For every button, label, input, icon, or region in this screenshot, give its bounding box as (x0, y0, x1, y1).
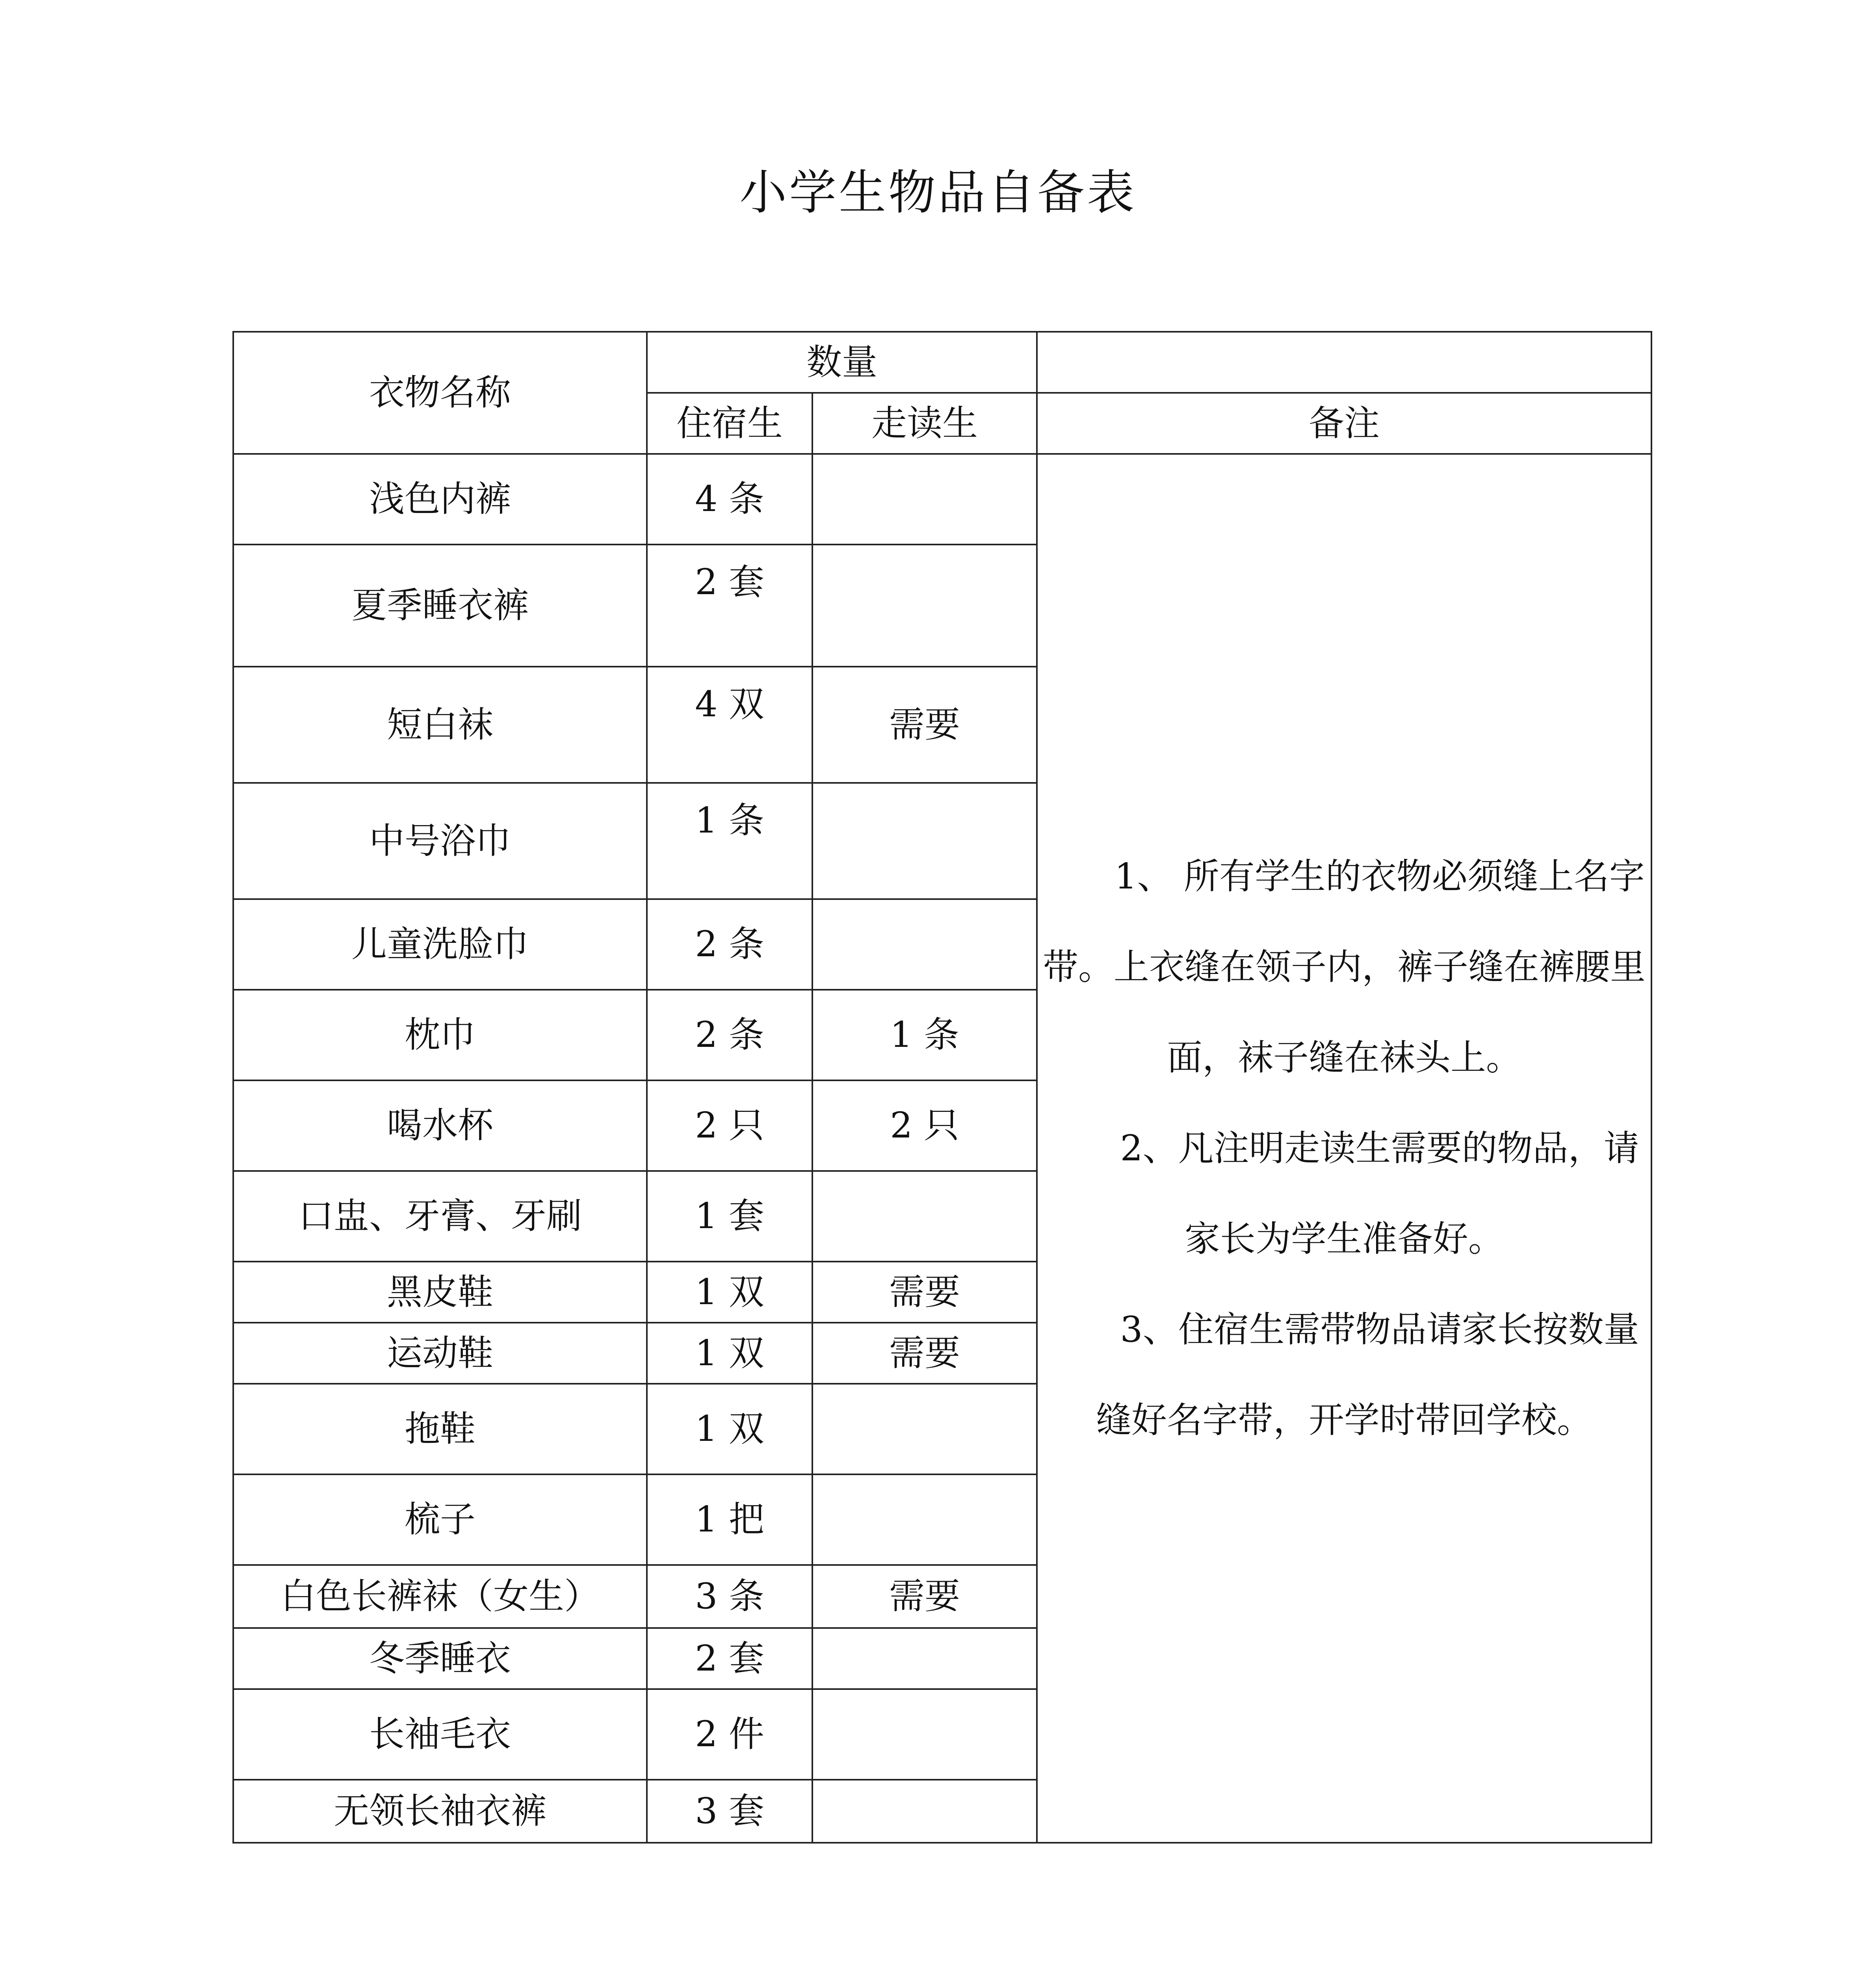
note-2: 2、凡注明走读生需要的物品，请家长为学生准备好。 (1120, 1127, 1639, 1260)
day-qty (812, 1384, 1037, 1474)
item-name: 黑皮鞋 (233, 1262, 647, 1323)
header-boarding: 住宿生 (647, 393, 812, 454)
day-qty (812, 1171, 1037, 1262)
day-qty: 2 只 (812, 1080, 1037, 1171)
boarding-qty: 2 条 (647, 899, 812, 990)
header-remarks: 备注 (1037, 393, 1651, 454)
page-title: 小学生物品自备表 (739, 165, 1137, 220)
item-name: 冬季睡衣 (233, 1628, 647, 1689)
boarding-qty: 1 双 (647, 1262, 812, 1323)
boarding-qty: 4 双 (647, 667, 812, 783)
boarding-qty: 2 套 (647, 545, 812, 667)
note-3: 3、住宿生需带物品请家长按数量缝好名字带，开学时带回学校。 (1096, 1308, 1639, 1441)
day-qty: 需要 (812, 1262, 1037, 1323)
day-qty (812, 1628, 1037, 1689)
header-name: 衣物名称 (233, 332, 647, 454)
boarding-qty: 1 把 (647, 1474, 812, 1565)
day-qty (812, 545, 1037, 667)
item-name: 白色长裤袜（女生） (233, 1565, 647, 1628)
boarding-qty: 2 件 (647, 1689, 812, 1780)
item-name: 枕巾 (233, 990, 647, 1080)
item-name: 喝水杯 (233, 1080, 647, 1171)
item-name: 浅色内裤 (233, 454, 647, 545)
header-day: 走读生 (812, 393, 1037, 454)
boarding-qty: 1 双 (647, 1323, 812, 1384)
day-qty: 需要 (812, 667, 1037, 783)
remarks-cell (1037, 454, 1651, 1843)
table-row (233, 454, 1651, 545)
day-qty: 1 条 (812, 990, 1037, 1080)
day-qty (812, 899, 1037, 990)
day-qty (812, 783, 1037, 899)
day-qty (812, 454, 1037, 545)
boarding-qty: 3 套 (647, 1780, 812, 1843)
boarding-qty: 3 条 (647, 1565, 812, 1628)
boarding-qty: 1 条 (647, 783, 812, 899)
boarding-qty: 2 条 (647, 990, 812, 1080)
day-qty (812, 1689, 1037, 1780)
item-name: 口盅、牙膏、牙刷 (233, 1171, 647, 1262)
day-qty: 需要 (812, 1565, 1037, 1628)
supplies-table (232, 331, 1652, 1844)
item-name: 中号浴巾 (233, 783, 647, 899)
boarding-qty: 2 只 (647, 1080, 812, 1171)
day-qty: 需要 (812, 1323, 1037, 1384)
item-name: 拖鞋 (233, 1384, 647, 1474)
day-qty (812, 1474, 1037, 1565)
item-name: 梳子 (233, 1474, 647, 1565)
boarding-qty: 2 套 (647, 1628, 812, 1689)
header-blank (1037, 332, 1651, 393)
item-name: 长袖毛衣 (233, 1689, 647, 1780)
header-quantity: 数量 (647, 332, 1037, 393)
note-1: 1、 所有学生的衣物必须缝上名字带。上衣缝在领子内，裤子缝在裤腰里面，袜子缝在袜头上。 (1043, 855, 1646, 1078)
item-name: 运动鞋 (233, 1323, 647, 1384)
item-name: 无领长袖衣裤 (233, 1780, 647, 1843)
day-qty (812, 1780, 1037, 1843)
item-name: 短白袜 (233, 667, 647, 783)
boarding-qty: 1 双 (647, 1384, 812, 1474)
item-name: 儿童洗脸巾 (233, 899, 647, 990)
boarding-qty: 1 套 (647, 1171, 812, 1262)
item-name: 夏季睡衣裤 (233, 545, 647, 667)
boarding-qty: 4 条 (647, 454, 812, 545)
